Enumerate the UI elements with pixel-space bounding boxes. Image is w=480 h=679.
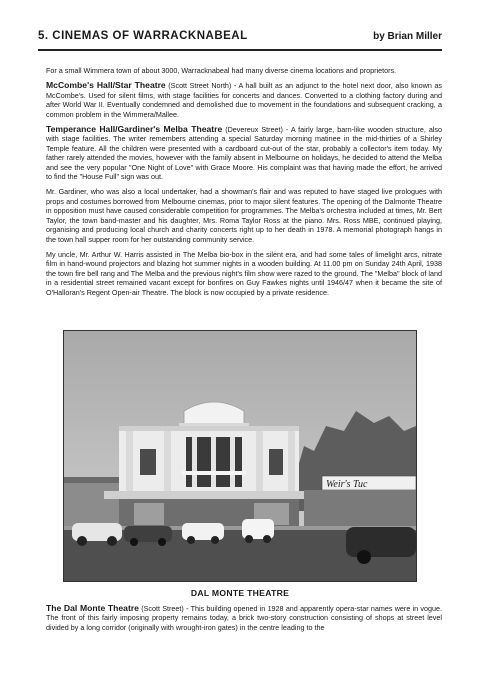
header-rule <box>38 49 442 51</box>
paragraph-lead: McCombe's Hall/Star Theatre <box>46 80 166 91</box>
photo-illustration <box>64 331 416 581</box>
page-header <box>38 30 442 42</box>
photo-caption: DAL MONTE THEATRE <box>190 588 290 598</box>
paragraph-text: Mr. Gardiner, who was also a local undertaker, had a showman's flair and was reputed to have staged live prologues with props and costumes borrowed from Melbourne cinemas, prior to major silent features. The opening of the Dalmonte Theatre in opposition must have caused considerable competition for programmes. The Melba's orchestra included at times, Mr. Bert Taylor, the town band-master and his daughter, Mrs. Roma Taylor Ross at the piano. Mrs. Ross MBE, continued playing, organising and producing local church and charity concerts right up to her death in 1978. A memorial photograph hangs in the town hall supper room for her outstanding community service. <box>46 187 442 244</box>
author-byline: by Brian Miller <box>373 31 442 42</box>
paragraph-lead: Temperance Hall/Gardiner's Melba Theatre <box>46 124 223 135</box>
closing-body <box>46 604 442 632</box>
verandah <box>104 491 304 499</box>
gardiner-paragraph <box>46 187 442 243</box>
left-building <box>64 481 124 526</box>
paragraph-text: (Devereux Street) - A fairly large, barn-like wooden structure, also with stage facilities. The writer remembers attending a special Saturday morning matinee in the mid-thirties of a Shirley Temple feature. All the children were presented with a cardboard cut-out of the star, probably a collector's item today. My father rarely attended the movies, however with the family absent in Melbourne on holidays, he decided to attend the Melba and see the very popular "One Night of Love" with Grace Moore. His complaint was that having made the effort, he arrived to find the "House Full" sign was out. <box>46 125 443 182</box>
paragraph-text: (Scott Street) - This building opened in 1928 and apparently opera-star names were in vogue. The front of this fairly imposing property remains today, a brick two-story construction consisting of shops at street level divided by a long corridor (originally with wrought-iron gates) in the centre leading to the <box>46 604 443 632</box>
paragraph-text: (Scott Street North) - A hall built as an adjunct to the hotel next door, also known as McCombe's. Used for silent films, with stage facilities for concerts and dances. Converted to a clothing factory during and after World War II. Eventually condemned and demolished due to movement in the foundations and subsequent cracking, a common problem in the Wimmera/Mallee. <box>46 81 443 119</box>
dal-monte-paragraph <box>46 604 442 632</box>
article-body <box>46 66 442 303</box>
star-theatre-paragraph <box>46 81 442 119</box>
right-building <box>304 490 416 530</box>
intro-paragraph <box>46 66 442 75</box>
dal-monte-photo <box>63 330 417 582</box>
chapter-title: 5. CINEMAS OF WARRACKNABEAL <box>38 30 248 42</box>
paragraph-text: For a small Wimmera town of about 3000, Warracknabeal had many diverse cinema locations and proprietors. <box>46 66 397 75</box>
harris-paragraph <box>46 250 442 297</box>
shop-sign-text: Weir's Tuc <box>326 479 368 490</box>
window <box>269 449 283 475</box>
paragraph-lead: The Dal Monte Theatre <box>46 603 139 613</box>
paragraph-text: My uncle, Mr. Arthur W. Harris assisted in The Melba bio-box in the silent era, and had some tales of limelight arcs, nitrate film in hand-wound projectors and blazing hot summer nights in a wooden building. At 11.00 pm on Sunday 24th April, 1938 the town fire bell rang and The Melba and the previous night's film show were razed to the ground. The "Melba" block of land in a residential street remained vacant except for bonfires on Guy Fawkes nights until 1946/47 when it became the site of O'Halloran's Regent Open-air Theatre. The block is now occupied by a private residence. <box>46 249 442 297</box>
melba-theatre-paragraph <box>46 125 442 181</box>
window <box>140 449 156 475</box>
